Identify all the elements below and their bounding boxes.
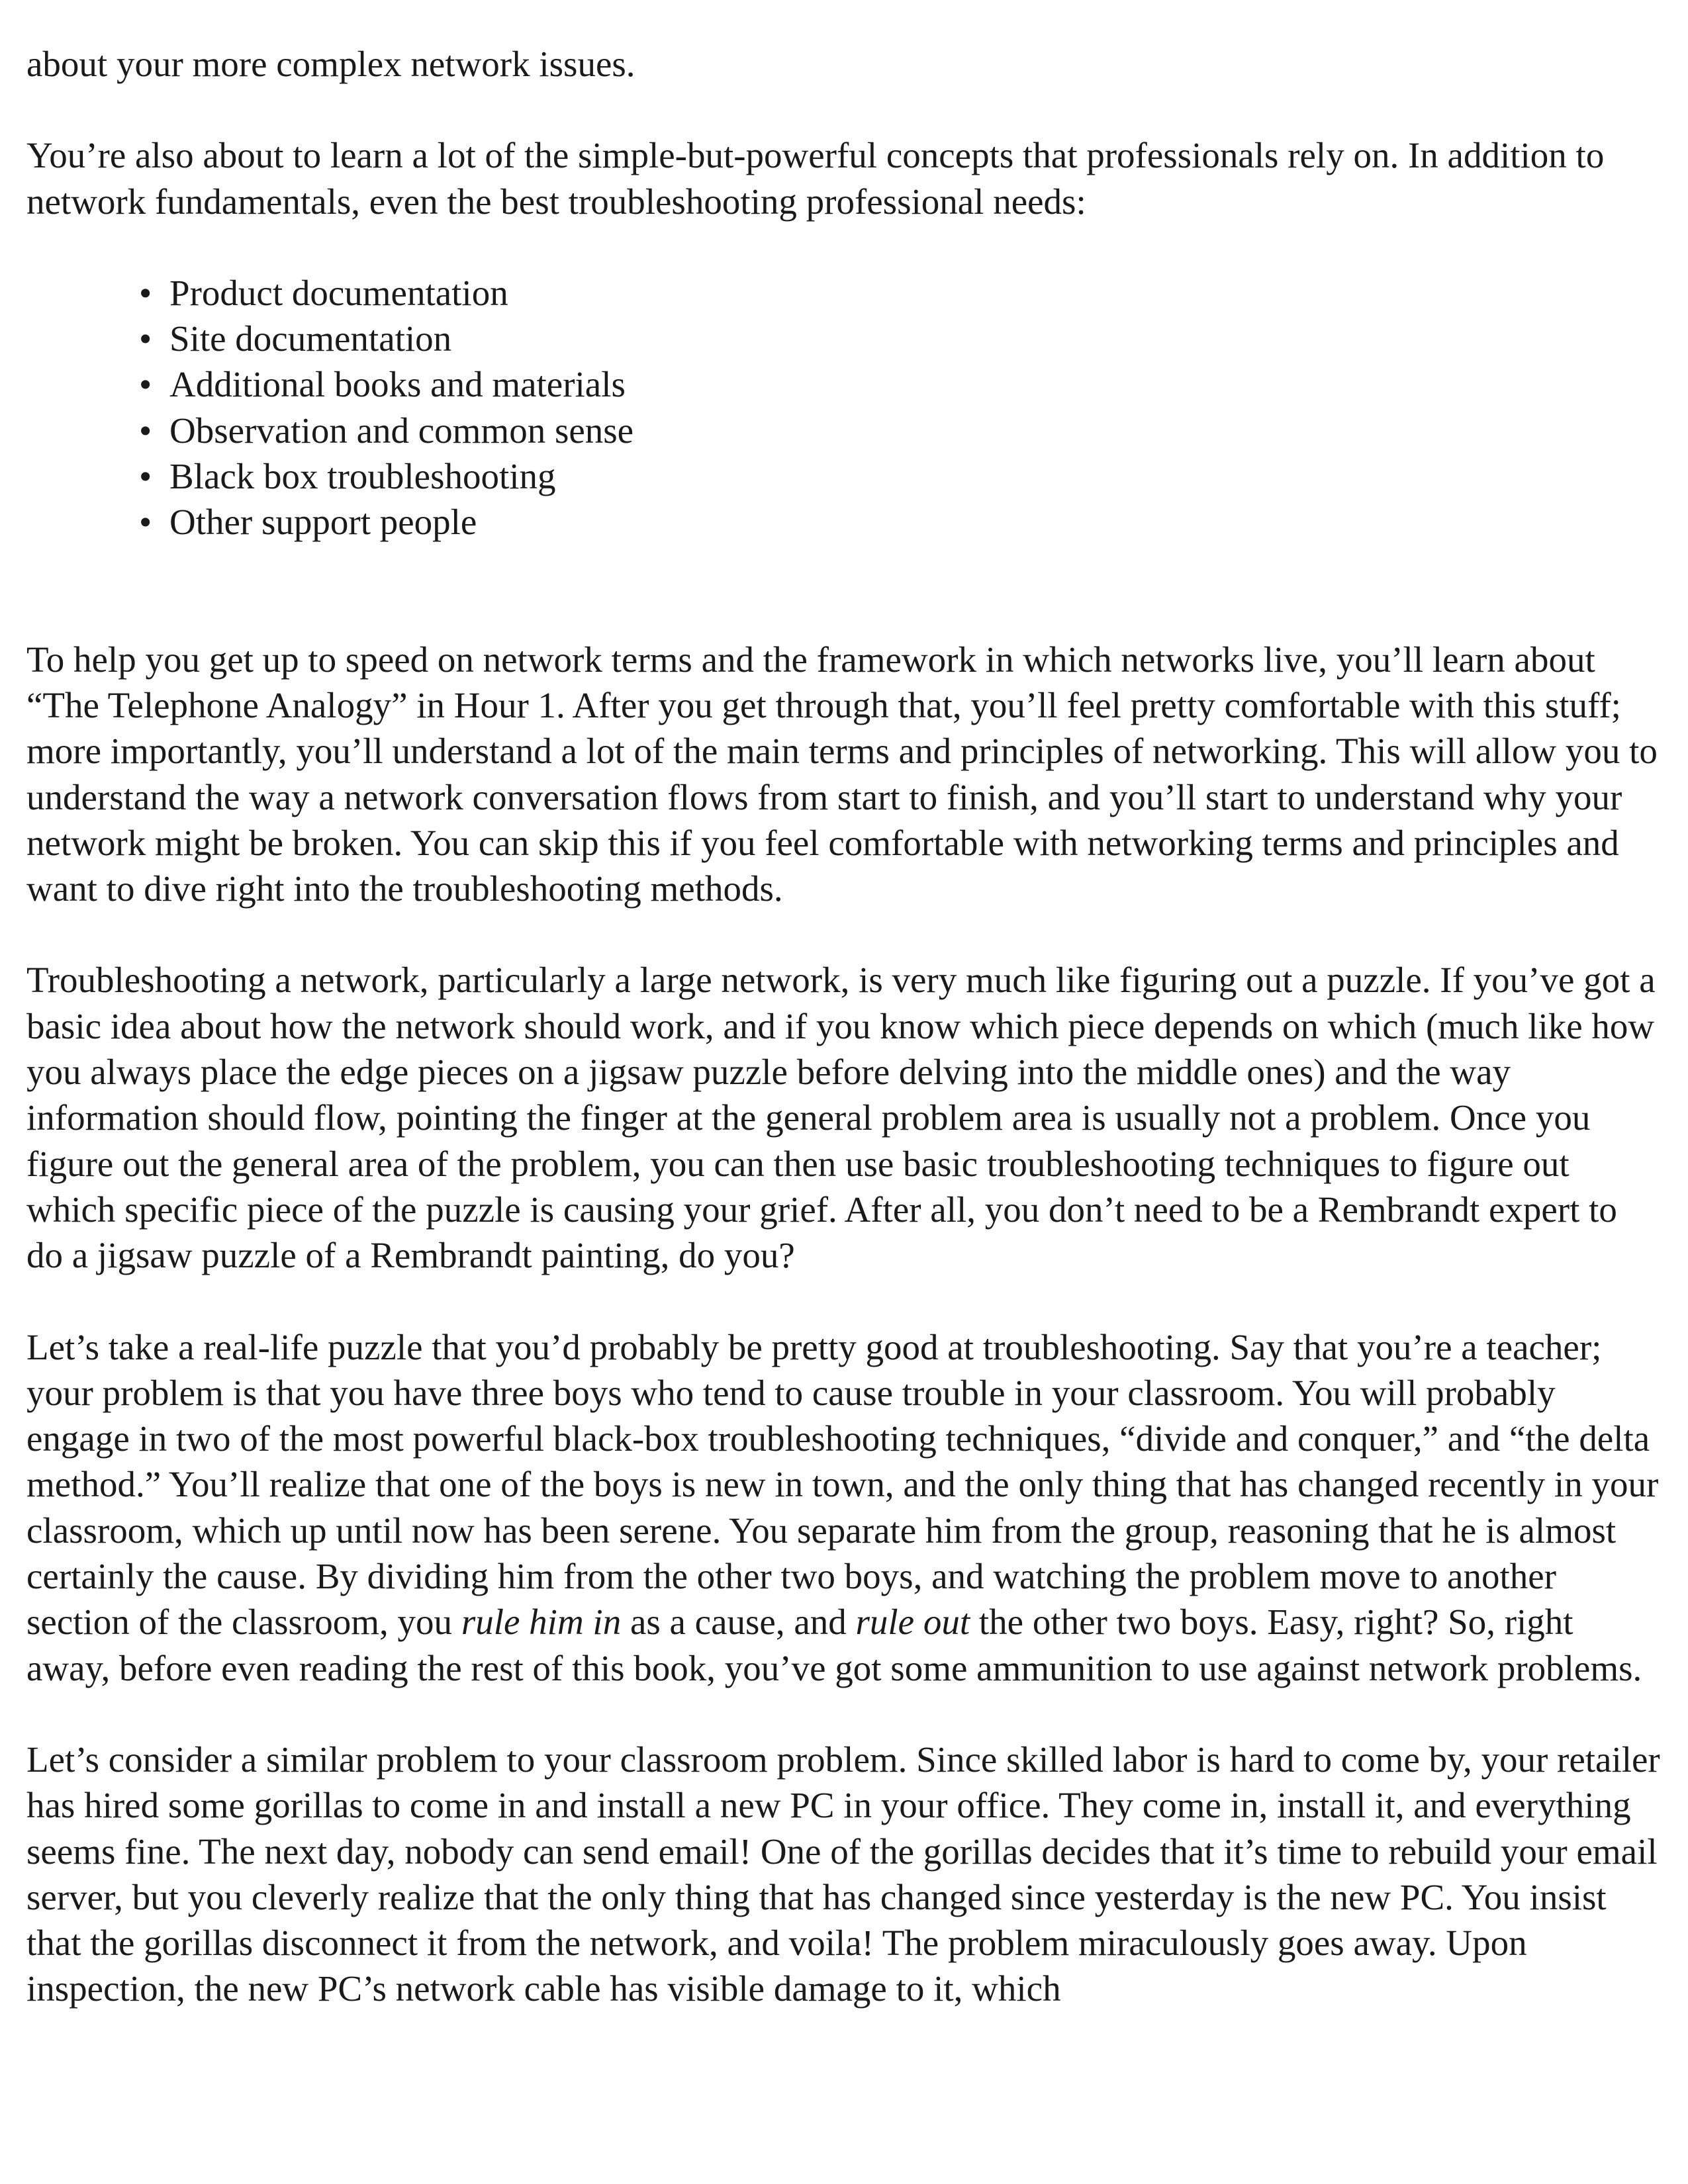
- text-span: the other two boys. Easy, right? So, right away, before even reading the rest of this book, you’ve got some ammunition to use against network problems.: [26, 1602, 1642, 1688]
- list-item: • Product documentation: [169, 270, 1662, 316]
- paragraph-telephone-analogy: To help you get up to speed on network terms and the framework in which networks live, you’ll learn about “The Telephone Analogy” in Hour 1. After you get through that, you’ll feel pretty comfortable with this stuff; more importantly, you’ll understand a lot of the main terms and principles of networking. This will allow you to understand the way a network conversation flows from start to finish, and you’ll start to understand why your network might be broken. You can skip this if you feel comfortable with networking terms and principles and want to dive right into the troubleshooting methods.: [26, 639, 1658, 909]
- list-item: • Site documentation: [169, 316, 1662, 361]
- emphasis-rule-out: rule out: [855, 1602, 970, 1643]
- paragraph-puzzle: Troubleshooting a network, particularly a large network, is very much like figuring out a puzzle. If you’ve got a basic idea about how the network should work, and if you know which piece depends on which (much like how you always place the edge pieces on a jigsaw puzzle before delving into the middle ones) and the way information should flow, pointing the finger at the general problem area is usually not a problem. Once you figure out the general area of the problem, you can then use basic troubleshooting techniques to figure out which specific piece of the puzzle is causing your grief. After all, you don’t need to be a Rembrandt expert to do a jigsaw puzzle of a Rembrandt painting, do you?: [26, 960, 1656, 1276]
- list-item: • Additional books and materials: [169, 361, 1662, 407]
- paragraph-concepts: You’re also about to learn a lot of the simple-but-powerful concepts that professionals rely on. In addition to network fundamentals, even the best troubleshooting professional needs:: [26, 135, 1605, 222]
- paragraph-intro-end: about your more complex network issues.: [26, 44, 635, 84]
- text-span: Let’s take a real-life puzzle that you’d probably be pretty good at troubleshooting. Say that you’re a teacher; your problem is that you have three boys who tend to cause trouble in your classroom. You will probably engage in two of the most powerful black-box troubleshooting techniques, “divide and conquer,” and “the delta method.” You’ll realize that one of the boys is new in town, and the only thing that has changed recently in your classroom, which up until now has been serene. You separate him from the group, reasoning that he is almost certainly the cause. By dividing him from the other two boys, and watching the problem move to another section of the classroom, you: [26, 1326, 1659, 1643]
- text-span: as a cause, and: [621, 1602, 856, 1643]
- needs-bullet-list: [26, 270, 1662, 545]
- document-page: [26, 41, 1662, 2058]
- list-item: • Other support people: [169, 499, 1662, 545]
- paragraph-classroom: [26, 1324, 1662, 1691]
- emphasis-rule-him-in: rule him in: [461, 1602, 622, 1643]
- list-item: • Black box troubleshooting: [169, 453, 1662, 499]
- list-item: • Observation and common sense: [169, 408, 1662, 453]
- paragraph-gorillas: Let’s consider a similar problem to your classroom problem. Since skilled labor is hard to come by, your retailer has hired some gorillas to come in and install a new PC in your office. They come in, install it, and everything seems fine. The next day, nobody can send email! One of the gorillas decides that it’s time to rebuild your email server, but you cleverly realize that the only thing that has changed since yesterday is the new PC. You insist that the gorillas disconnect it from the network, and voila! The problem miraculously goes away. Upon inspection, the new PC’s network cable has visible damage to it, which: [26, 1739, 1660, 2009]
